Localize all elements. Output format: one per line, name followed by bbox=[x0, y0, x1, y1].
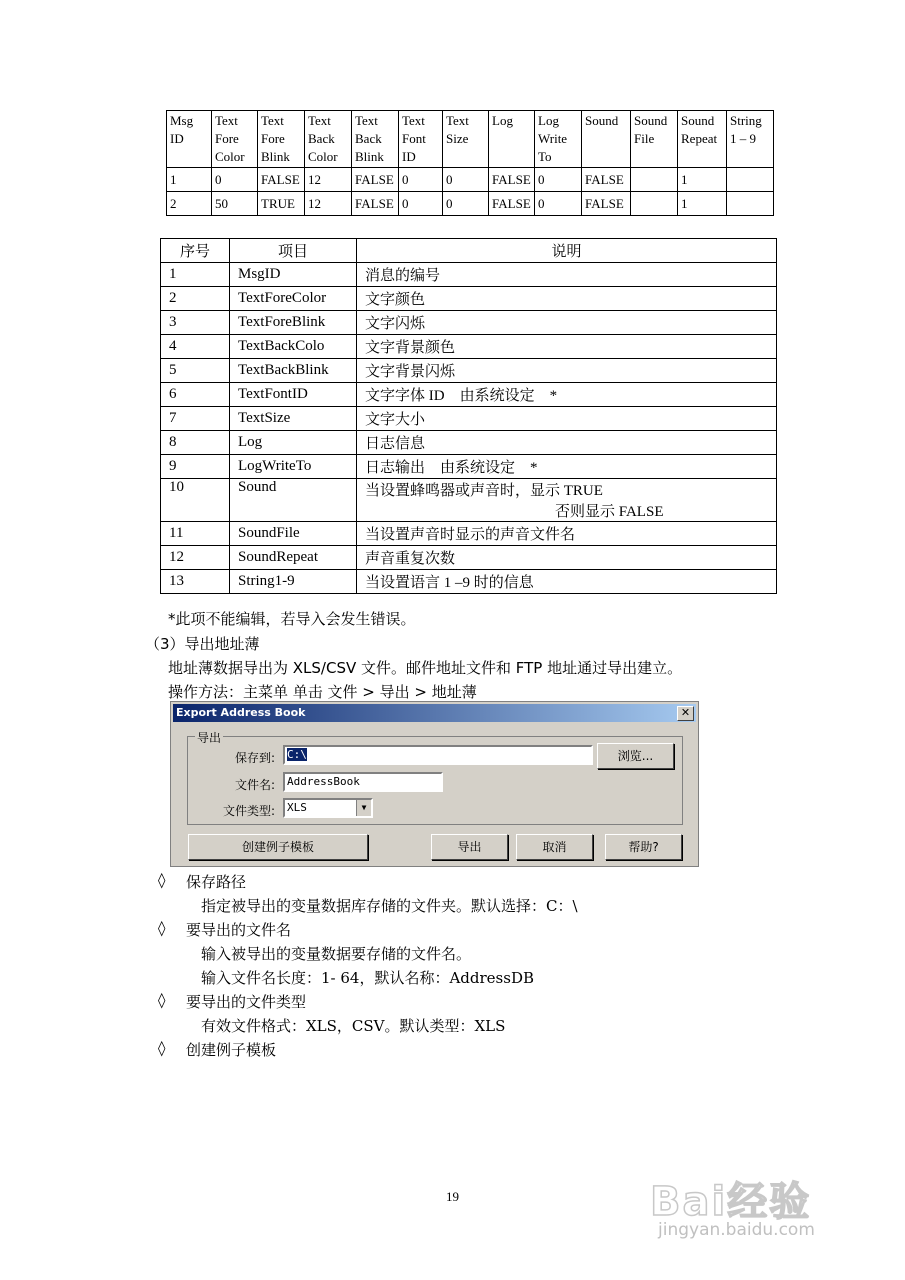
bullet-title: 保存路径 bbox=[186, 873, 247, 891]
cell-text: TextForeBlink bbox=[238, 314, 326, 330]
header-text-size: Text Size bbox=[443, 111, 489, 168]
bullet-title: 要导出的文件名 bbox=[186, 921, 292, 939]
cell-text: 1 bbox=[169, 266, 177, 282]
header-msg-id: Msg ID bbox=[167, 111, 212, 168]
table-cell: FALSE bbox=[258, 168, 305, 192]
bullet-text: 有效文件格式：XLS，CSV。默认类型：XLS bbox=[201, 1017, 506, 1035]
table-row bbox=[161, 455, 777, 479]
table-cell: FALSE bbox=[352, 192, 399, 216]
cell-text: 日志输出 由系统设定 * bbox=[365, 460, 538, 476]
filetype-value: XLS bbox=[287, 801, 307, 814]
save-to-value: C:\ bbox=[287, 748, 307, 761]
table-cell bbox=[357, 383, 777, 407]
cell-text: 当设置语言 1 –9 时的信息 bbox=[365, 575, 534, 591]
table-cell bbox=[357, 479, 777, 522]
table-row bbox=[161, 546, 777, 570]
cell-text: 日志信息 bbox=[365, 436, 426, 452]
table-cell: 0 bbox=[212, 168, 258, 192]
intro-text: 地址薄数据导出为 XLS/CSV 文件。邮件地址文件和 FTP 地址通过导出建立。 bbox=[168, 659, 683, 677]
table-cell bbox=[161, 287, 230, 311]
header-log: Log bbox=[489, 111, 535, 168]
table-cell: 12 bbox=[305, 168, 352, 192]
section-heading: （3）导出地址薄 bbox=[145, 635, 260, 653]
table-cell bbox=[357, 287, 777, 311]
table-cell bbox=[230, 287, 357, 311]
export-button[interactable]: 导出 bbox=[431, 834, 508, 860]
table-cell bbox=[161, 407, 230, 431]
table-cell bbox=[230, 383, 357, 407]
table-cell bbox=[161, 359, 230, 383]
table-cell bbox=[161, 455, 230, 479]
table-cell bbox=[357, 311, 777, 335]
header-description: 说明 bbox=[357, 239, 777, 263]
table-cell bbox=[230, 522, 357, 546]
note-text: *此项不能编辑，若导入会发生错误。 bbox=[168, 610, 416, 628]
header-text-back-blink: Text Back Blink bbox=[352, 111, 399, 168]
table-row bbox=[161, 407, 777, 431]
table-cell bbox=[230, 359, 357, 383]
cell-text: String1-9 bbox=[238, 573, 295, 589]
table-cell bbox=[357, 335, 777, 359]
table-cell: 2 bbox=[167, 192, 212, 216]
table-cell bbox=[161, 311, 230, 335]
message-field-table bbox=[166, 110, 774, 216]
cell-text: 文字背景颜色 bbox=[365, 340, 456, 356]
cell-text: 2 bbox=[169, 290, 177, 306]
cell-text: 12 bbox=[169, 549, 184, 565]
dialog-title: Export Address Book bbox=[176, 706, 306, 719]
table-cell bbox=[161, 479, 230, 522]
save-to-input[interactable] bbox=[283, 745, 593, 765]
table-row bbox=[167, 168, 774, 192]
watermark-url: jingyan.baidu.com bbox=[658, 1220, 815, 1240]
header-sound: Sound bbox=[582, 111, 631, 168]
cell-text: 文字颜色 bbox=[365, 292, 426, 308]
cell-text: MsgID bbox=[238, 266, 281, 282]
table-cell bbox=[230, 431, 357, 455]
cell-text: 声音重复次数 bbox=[365, 551, 456, 567]
table-cell bbox=[230, 570, 357, 594]
table-cell bbox=[357, 407, 777, 431]
table-row bbox=[161, 263, 777, 287]
table-cell bbox=[357, 263, 777, 287]
table-cell bbox=[161, 570, 230, 594]
table-cell: 0 bbox=[535, 192, 582, 216]
watermark-logo: Bai经验 bbox=[650, 1179, 812, 1225]
table-cell: 1 bbox=[678, 168, 727, 192]
bullet-text: 指定被导出的变量数据库存储的文件夹。默认选择：C：\ bbox=[201, 897, 578, 915]
filetype-select[interactable] bbox=[283, 798, 373, 818]
table-row bbox=[161, 522, 777, 546]
table-cell bbox=[161, 431, 230, 455]
header-sound-file: Sound File bbox=[631, 111, 678, 168]
cell-text: 4 bbox=[169, 338, 177, 354]
table-cell: 0 bbox=[399, 192, 443, 216]
table-cell: 1 bbox=[678, 192, 727, 216]
cell-text: 5 bbox=[169, 362, 177, 378]
cell-text: 当设置蜂鸣器或声音时，显示 TRUE bbox=[365, 483, 603, 499]
table-cell: 0 bbox=[443, 192, 489, 216]
table-cell bbox=[357, 359, 777, 383]
table-header-row bbox=[167, 111, 774, 168]
table-cell: 12 bbox=[305, 192, 352, 216]
cell-text-line2: 否则显示 FALSE bbox=[555, 504, 664, 520]
cell-text: 文字背景闪烁 bbox=[365, 364, 456, 380]
table-row bbox=[161, 335, 777, 359]
table-cell bbox=[161, 383, 230, 407]
cell-text: SoundRepeat bbox=[238, 549, 318, 565]
table-cell bbox=[161, 522, 230, 546]
bullet-symbol: ◊ bbox=[158, 871, 166, 889]
bullet-symbol: ◊ bbox=[158, 919, 166, 937]
cell-text: Log bbox=[238, 434, 263, 450]
cell-text: 文字闪烁 bbox=[365, 316, 426, 332]
table-cell bbox=[357, 455, 777, 479]
table-cell bbox=[357, 522, 777, 546]
filename-input[interactable]: AddressBook bbox=[283, 772, 443, 792]
table-cell bbox=[230, 479, 357, 522]
table-cell: 0 bbox=[535, 168, 582, 192]
close-button[interactable] bbox=[677, 706, 694, 721]
bullet-symbol: ◊ bbox=[158, 1039, 166, 1057]
table-cell bbox=[631, 192, 678, 216]
header-item: 项目 bbox=[230, 239, 357, 263]
save-to-label: 保存到: bbox=[235, 751, 276, 765]
table-cell bbox=[161, 263, 230, 287]
operation-text: 操作方法：主菜单 单击 文件 > 导出 > 地址薄 bbox=[168, 683, 477, 701]
bullet-symbol: ◊ bbox=[158, 991, 166, 1009]
table-cell bbox=[230, 311, 357, 335]
table-cell bbox=[631, 168, 678, 192]
header-text-fore-color: Text Fore Color bbox=[212, 111, 258, 168]
cell-text: 消息的编号 bbox=[365, 268, 441, 284]
header-log-write-to: Log Write To bbox=[535, 111, 582, 168]
cell-text: 9 bbox=[169, 458, 177, 474]
table-cell: FALSE bbox=[582, 192, 631, 216]
table-row bbox=[161, 383, 777, 407]
table-cell bbox=[161, 546, 230, 570]
table-cell: 50 bbox=[212, 192, 258, 216]
filetype-label: 文件类型: bbox=[223, 804, 276, 818]
cell-text: 当设置声音时显示的声音文件名 bbox=[365, 527, 576, 543]
chevron-down-icon[interactable]: ▼ bbox=[356, 800, 371, 816]
bullet-text: 输入文件名长度：1- 64，默认名称：AddressDB bbox=[201, 969, 534, 987]
bullet-title: 要导出的文件类型 bbox=[186, 993, 307, 1011]
table-cell bbox=[161, 335, 230, 359]
cell-text: 7 bbox=[169, 410, 177, 426]
field-description-table bbox=[160, 238, 777, 594]
table-cell bbox=[230, 546, 357, 570]
help-button[interactable]: 帮助? bbox=[605, 834, 682, 860]
cell-text: 3 bbox=[169, 314, 177, 330]
table-cell bbox=[357, 431, 777, 455]
header-no: 序号 bbox=[161, 239, 230, 263]
table-cell bbox=[357, 546, 777, 570]
cell-text: TextForeColor bbox=[238, 290, 327, 306]
table-cell bbox=[230, 263, 357, 287]
create-template-button[interactable]: 创建例子模板 bbox=[188, 834, 368, 860]
table-cell: 0 bbox=[399, 168, 443, 192]
table-cell: 1 bbox=[167, 168, 212, 192]
table-row bbox=[161, 479, 777, 522]
table-cell bbox=[230, 455, 357, 479]
header-text-fore-blink: Text Fore Blink bbox=[258, 111, 305, 168]
header-sound-repeat: Sound Repeat bbox=[678, 111, 727, 168]
cell-text: 10 bbox=[169, 479, 184, 495]
cell-text: TextFontID bbox=[238, 386, 308, 402]
cell-text: Sound bbox=[238, 479, 277, 495]
table-cell bbox=[727, 192, 774, 216]
cell-text: 8 bbox=[169, 434, 177, 450]
page-number: 19 bbox=[446, 1189, 459, 1204]
filename-label: 文件名: bbox=[235, 778, 276, 792]
close-icon: ✕ bbox=[680, 706, 691, 719]
header-text-font-id: Text Font ID bbox=[399, 111, 443, 168]
table-row bbox=[161, 311, 777, 335]
cancel-button[interactable]: 取消 bbox=[516, 834, 593, 860]
baidu-watermark bbox=[640, 1160, 860, 1250]
table-row bbox=[161, 570, 777, 594]
header-text-back-color: Text Back Color bbox=[305, 111, 352, 168]
table-cell bbox=[727, 168, 774, 192]
header-string: String 1 – 9 bbox=[727, 111, 774, 168]
table-cell bbox=[357, 570, 777, 594]
table-row bbox=[161, 287, 777, 311]
table-cell: FALSE bbox=[352, 168, 399, 192]
cell-text: TextSize bbox=[238, 410, 291, 426]
table-cell bbox=[230, 335, 357, 359]
cell-text: TextBackColo bbox=[238, 338, 325, 354]
table-cell: FALSE bbox=[489, 192, 535, 216]
table-row bbox=[161, 359, 777, 383]
cell-text: TextBackBlink bbox=[238, 362, 329, 378]
cell-text: 文字大小 bbox=[365, 412, 426, 428]
table-row bbox=[161, 431, 777, 455]
dialog-titlebar bbox=[173, 704, 696, 722]
table-row bbox=[167, 192, 774, 216]
cell-text: LogWriteTo bbox=[238, 458, 312, 474]
browse-button[interactable]: 浏览... bbox=[597, 743, 674, 769]
group-label: 导出 bbox=[197, 731, 222, 745]
cell-text: 文字字体 ID 由系统设定 * bbox=[365, 388, 558, 404]
bullet-text: 输入被导出的变量数据要存储的文件名。 bbox=[201, 945, 472, 963]
cell-text: 6 bbox=[169, 386, 177, 402]
table-cell: TRUE bbox=[258, 192, 305, 216]
export-address-book-dialog bbox=[170, 701, 699, 867]
table-cell: FALSE bbox=[489, 168, 535, 192]
table-header-row bbox=[161, 239, 777, 263]
table-cell: 0 bbox=[443, 168, 489, 192]
table-cell bbox=[230, 407, 357, 431]
cell-text: 11 bbox=[169, 525, 184, 541]
cell-text: 13 bbox=[169, 573, 184, 589]
cell-text: SoundFile bbox=[238, 525, 300, 541]
table-cell: FALSE bbox=[582, 168, 631, 192]
bullet-title: 创建例子模板 bbox=[186, 1041, 277, 1059]
